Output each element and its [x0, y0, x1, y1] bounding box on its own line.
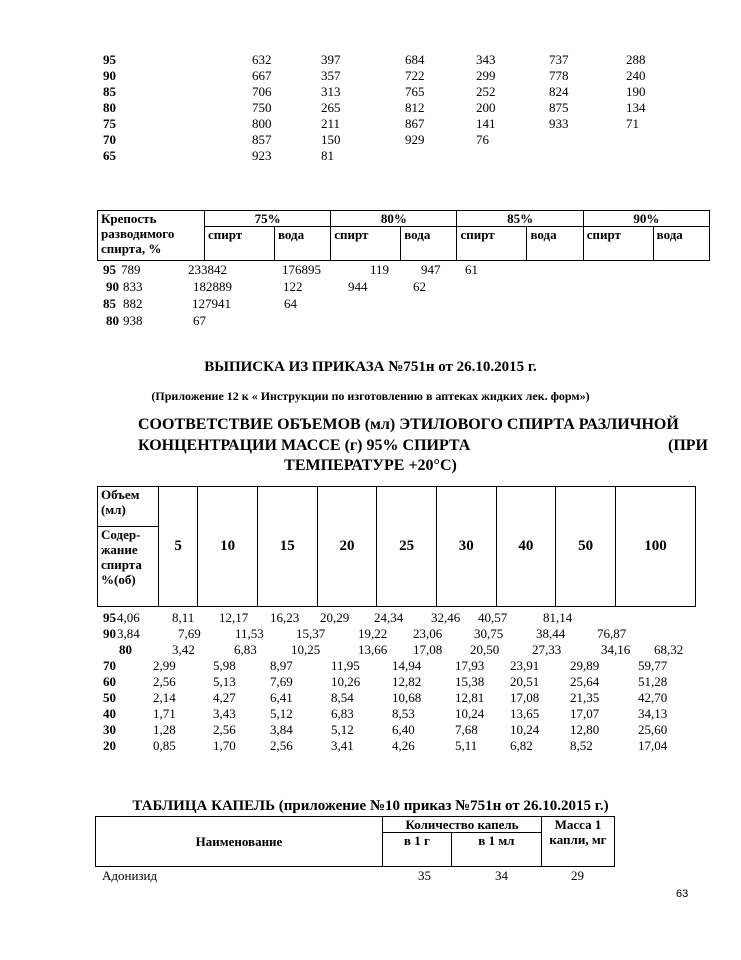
mass-cell: 19,22 — [358, 626, 388, 641]
mass-cell: 34,16 — [601, 642, 631, 657]
content-cell: 20 — [103, 738, 116, 753]
value-cell: 882 — [123, 296, 143, 311]
value-cell: 252 — [476, 84, 496, 99]
mass-cell: 17,08 — [413, 642, 443, 657]
table-row — [0, 116, 741, 132]
value-cell: 190 — [626, 84, 646, 99]
mass-cell: 3,41 — [331, 738, 354, 753]
drops-count-header: Количество капель — [383, 817, 542, 833]
value-cell: 684 — [405, 52, 425, 67]
content-cell: 60 — [103, 674, 116, 689]
strength-cell: 80 — [106, 313, 119, 328]
value-cell: 81 — [321, 148, 334, 163]
mass-cell: 32,46 — [431, 610, 461, 625]
sub-spirit: спирт — [583, 227, 653, 261]
value-cell: 933 — [549, 116, 569, 131]
value-cell: 76 — [476, 132, 489, 147]
mass-cell: 3,42 — [172, 642, 195, 657]
value-cell: 765 — [405, 84, 425, 99]
table-row — [0, 84, 741, 100]
value-cell: 127941 — [192, 296, 231, 311]
mass-cell: 5,12 — [331, 722, 354, 737]
mass-cell: 13,66 — [358, 642, 388, 657]
strength-cell: 90 — [106, 279, 119, 294]
mass-cell: 81,14 — [543, 610, 573, 625]
mass-cell: 10,68 — [392, 690, 422, 705]
strength-cell: 65 — [103, 148, 116, 163]
table-row — [0, 658, 741, 674]
mass-cell: 15,38 — [455, 674, 485, 689]
drops-table — [95, 816, 615, 867]
mass-cell: 4,06 — [117, 610, 140, 625]
value-cell: 122 — [283, 279, 303, 294]
value-cell: 929 — [405, 132, 425, 147]
strength-cell: 95 — [103, 262, 116, 277]
value-cell: 722 — [405, 68, 425, 83]
volume-col: 15 — [257, 487, 317, 607]
table-row — [0, 313, 741, 329]
value-cell: 313 — [321, 84, 341, 99]
mass-cell: 12,81 — [455, 690, 485, 705]
order-appendix: (Приложение 12 к « Инструкции по изготовлению в аптеках жидких лек. форм») — [151, 389, 590, 403]
mass-cell: 20,29 — [320, 610, 350, 625]
content-header: Содер- жание спирта %(об) — [98, 527, 159, 607]
strength-cell: 90 — [103, 68, 116, 83]
value-cell: 944 — [348, 279, 368, 294]
mass-cell: 23,91 — [510, 658, 540, 673]
mass-cell: 5,98 — [213, 658, 236, 673]
value-cell: 667 — [252, 68, 272, 83]
mass-cell: 11,95 — [331, 658, 360, 673]
group-80: 80% — [331, 211, 457, 227]
value-cell: 750 — [252, 100, 272, 115]
mass-cell: 4,26 — [392, 738, 415, 753]
value-cell: 812 — [405, 100, 425, 115]
volume-col: 30 — [436, 487, 496, 607]
content-cell: 40 — [103, 706, 116, 721]
mass-cell: 4,27 — [213, 690, 236, 705]
mass-cell: 5,11 — [455, 738, 478, 753]
mass-cell: 2,14 — [153, 690, 176, 705]
value-cell: 119 — [370, 262, 390, 277]
mass-cell: 3,84 — [117, 626, 140, 641]
content-cell: 30 — [103, 722, 116, 737]
mass-cell: 21,35 — [570, 690, 600, 705]
value-cell: 632 — [252, 52, 272, 67]
mass-cell: 6,83 — [234, 642, 257, 657]
mass-cell: 16,23 — [270, 610, 300, 625]
mass-cell: 17,08 — [510, 690, 540, 705]
sub-spirit: спирт — [457, 227, 527, 261]
value-cell: 61 — [465, 262, 478, 277]
value-cell: 833 — [123, 279, 143, 294]
strength-cell: 75 — [103, 116, 116, 131]
strength-cell: 80 — [103, 100, 116, 115]
value-cell: 706 — [252, 84, 272, 99]
mass-cell: 30,75 — [474, 626, 504, 641]
mass-cell: 42,70 — [638, 690, 668, 705]
mass-cell: 59,77 — [638, 658, 668, 673]
mass-cell: 8,54 — [331, 690, 354, 705]
volume-table-header — [97, 486, 696, 607]
mass-cell: 11,53 — [235, 626, 264, 641]
mass-cell: 20,51 — [510, 674, 540, 689]
drops-row-mass: 29 — [571, 868, 584, 883]
value-cell: 211 — [321, 116, 341, 131]
group-75: 75% — [205, 211, 331, 227]
value-cell: 397 — [321, 52, 341, 67]
group-85: 85% — [457, 211, 583, 227]
value-cell: 938 — [123, 313, 143, 328]
mass-cell: 76,87 — [597, 626, 627, 641]
mass-cell: 1,28 — [153, 722, 176, 737]
mass-cell: 23,06 — [413, 626, 443, 641]
mass-cell: 12,80 — [570, 722, 600, 737]
mass-cell: 24,34 — [374, 610, 404, 625]
drops-name-header: Наименование — [96, 817, 383, 867]
drops-row-1g: 35 — [418, 868, 431, 883]
sub-water: вода — [401, 227, 457, 261]
content-cell: 80 — [119, 642, 132, 657]
value-cell: 200 — [476, 100, 496, 115]
mass-cell: 8,11 — [172, 610, 195, 625]
content-cell: 50 — [103, 690, 116, 705]
strength-cell: 70 — [103, 132, 116, 147]
sub-water: вода — [274, 227, 330, 261]
mass-cell: 20,50 — [470, 642, 500, 657]
sub-spirit: спирт — [205, 227, 275, 261]
drops-row-name: Адонизид — [102, 868, 158, 883]
mass-cell: 25,64 — [570, 674, 600, 689]
content-cell: 90 — [103, 626, 116, 641]
mass-cell: 7,69 — [178, 626, 201, 641]
mass-cell: 51,28 — [638, 674, 668, 689]
volume-col: 10 — [198, 487, 258, 607]
mass-cell: 2,56 — [153, 674, 176, 689]
value-cell: 923 — [252, 148, 272, 163]
sub-water: вода — [653, 227, 709, 261]
value-cell: 71 — [626, 116, 639, 131]
value-cell: 288 — [626, 52, 646, 67]
value-cell: 343 — [476, 52, 496, 67]
mass-cell: 2,99 — [153, 658, 176, 673]
mass-cell: 3,43 — [213, 706, 236, 721]
mass-cell: 6,41 — [270, 690, 293, 705]
table-row — [0, 610, 741, 626]
value-cell: 800 — [252, 116, 272, 131]
volume-col: 20 — [317, 487, 377, 607]
mass-cell: 17,07 — [570, 706, 600, 721]
mass-cell: 8,53 — [392, 706, 415, 721]
drops-row-1ml: 34 — [495, 868, 508, 883]
mass-cell: 27,33 — [532, 642, 562, 657]
table-row — [0, 52, 741, 68]
value-cell: 150 — [321, 132, 341, 147]
mass-cell: 6,82 — [510, 738, 533, 753]
mass-cell: 17,93 — [455, 658, 485, 673]
page-number: 63 — [676, 888, 689, 900]
heading-line-3: ТЕМПЕРАТУРЕ +20°С) — [284, 457, 457, 474]
volume-col: 5 — [159, 487, 198, 607]
value-cell: 875 — [549, 100, 569, 115]
table-row — [0, 722, 741, 738]
drops-title: ТАБЛИЦА КАПЕЛЬ (приложение №10 приказ №751н от 26.10.2015 г.) — [132, 798, 609, 814]
mass-cell: 10,25 — [291, 642, 321, 657]
volume-col: 50 — [556, 487, 616, 607]
table-row — [0, 642, 741, 658]
mass-cell: 7,68 — [455, 722, 478, 737]
mass-cell: 40,57 — [478, 610, 508, 625]
drops-1ml-header: в 1 мл — [451, 833, 541, 867]
mass-cell: 8,52 — [570, 738, 593, 753]
table-row — [0, 148, 741, 164]
strength-cell: 85 — [103, 296, 116, 311]
value-cell: 947 — [421, 262, 441, 277]
mass-cell: 29,89 — [570, 658, 600, 673]
value-cell: 357 — [321, 68, 341, 83]
mass-cell: 15,37 — [296, 626, 326, 641]
mass-cell: 12,82 — [392, 674, 422, 689]
value-cell: 62 — [413, 279, 426, 294]
mass-cell: 6,40 — [392, 722, 415, 737]
table-row — [0, 738, 741, 754]
table-row — [0, 674, 741, 690]
mass-cell: 6,83 — [331, 706, 354, 721]
mass-cell: 1,71 — [153, 706, 176, 721]
value-cell: 857 — [252, 132, 272, 147]
value-cell: 789 — [121, 262, 141, 277]
mass-cell: 5,12 — [270, 706, 293, 721]
table-row — [0, 262, 741, 278]
value-cell: 737 — [549, 52, 569, 67]
mass-cell: 1,70 — [213, 738, 236, 753]
value-cell: 265 — [321, 100, 341, 115]
table-row — [0, 68, 741, 84]
value-cell: 233842 — [188, 262, 227, 277]
drops-mass-header: Масса 1 капли, мг — [542, 817, 615, 867]
sub-water: вода — [527, 227, 583, 261]
table-row — [0, 279, 741, 295]
mass-cell: 34,13 — [638, 706, 668, 721]
value-cell: 182889 — [193, 279, 232, 294]
value-cell: 299 — [476, 68, 496, 83]
volume-col: 25 — [377, 487, 437, 607]
volume-header: Объем (мл) — [98, 487, 159, 527]
table-row — [0, 626, 741, 642]
mass-cell: 12,17 — [219, 610, 249, 625]
sub-spirit: спирт — [331, 227, 401, 261]
table-row — [0, 296, 741, 312]
dilution-table-header — [97, 210, 710, 261]
mass-cell: 13,65 — [510, 706, 540, 721]
mass-cell: 68,32 — [654, 642, 684, 657]
table-row — [0, 706, 741, 722]
heading-line-1: СООТВЕТСТВИЕ ОБЪЕМОВ (мл) ЭТИЛОВОГО СПИРТА РАЗЛИЧНОЙ — [138, 416, 679, 433]
mass-cell: 14,94 — [392, 658, 422, 673]
strength-header: Крепость разводимого спирта, % — [98, 211, 205, 261]
strength-cell: 95 — [103, 52, 116, 67]
mass-cell: 25,60 — [638, 722, 668, 737]
mass-cell: 8,97 — [270, 658, 293, 673]
mass-cell: 10,24 — [510, 722, 540, 737]
value-cell: 867 — [405, 116, 425, 131]
table-row — [0, 100, 741, 116]
value-cell: 176895 — [282, 262, 321, 277]
drops-1g-header: в 1 г — [383, 833, 452, 867]
volume-col: 100 — [615, 487, 695, 607]
table-row — [0, 690, 741, 706]
content-cell: 70 — [103, 658, 116, 673]
heading-line-2: КОНЦЕНТРАЦИИ МАССЕ (г) 95% СПИРТА — [138, 437, 471, 454]
order-title: ВЫПИСКА ИЗ ПРИКАЗА №751н от 26.10.2015 г. — [204, 359, 537, 375]
value-cell: 64 — [284, 296, 297, 311]
value-cell: 778 — [549, 68, 569, 83]
mass-cell: 3,84 — [270, 722, 293, 737]
group-90: 90% — [583, 211, 709, 227]
table-row — [0, 132, 741, 148]
content-cell: 95 — [103, 610, 116, 625]
value-cell: 824 — [549, 84, 569, 99]
value-cell: 240 — [626, 68, 646, 83]
mass-cell: 17,04 — [638, 738, 668, 753]
value-cell: 67 — [193, 313, 206, 328]
mass-cell: 5,13 — [213, 674, 236, 689]
mass-cell: 0,85 — [153, 738, 176, 753]
mass-cell: 2,56 — [213, 722, 236, 737]
heading-line-2-end: (ПРИ — [668, 437, 708, 454]
strength-cell: 85 — [103, 84, 116, 99]
mass-cell: 7,69 — [270, 674, 293, 689]
mass-cell: 10,24 — [455, 706, 485, 721]
mass-cell: 2,56 — [270, 738, 293, 753]
value-cell: 134 — [626, 100, 646, 115]
volume-col: 40 — [496, 487, 556, 607]
mass-cell: 38,44 — [536, 626, 566, 641]
value-cell: 141 — [476, 116, 496, 131]
mass-cell: 10,26 — [331, 674, 361, 689]
